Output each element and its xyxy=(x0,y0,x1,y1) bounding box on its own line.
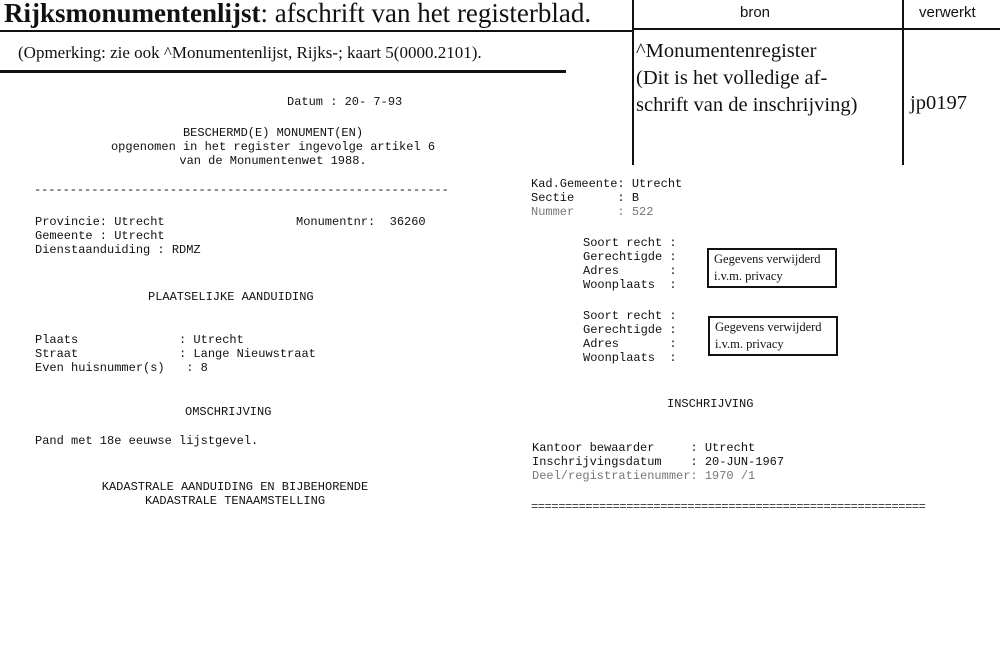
deel-row: Deel/registratienummer: 1970 /1 xyxy=(532,469,756,483)
owner-label: Woonplaats : xyxy=(583,278,677,292)
dienstaanduiding: Dienstaanduiding : RDMZ xyxy=(35,243,201,257)
kad-rows xyxy=(531,177,682,219)
owner-label: Adres : xyxy=(583,337,677,351)
plaats-row: Straat : Lange Nieuwstraat xyxy=(35,347,316,361)
intro-block xyxy=(38,126,508,168)
table-divider-middle xyxy=(902,0,904,165)
plaats-heading: PLAATSELIJKE AANDUIDING xyxy=(148,290,314,304)
owner-label: Adres : xyxy=(583,264,677,278)
title-bold: Rijksmonumentenlijst xyxy=(4,0,261,28)
intro-line: opgenomen in het register ingevolge artikel 6 xyxy=(110,140,436,154)
owner-label: Gerechtigde : xyxy=(583,323,677,337)
intro-line: van de Monumentenwet 1988. xyxy=(179,154,367,168)
dash-separator: ---------------------------------------------------------- xyxy=(34,183,449,197)
column-header-bron: bron xyxy=(740,4,771,21)
inschrijving-heading: INSCHRIJVING xyxy=(667,397,754,411)
privacy-box xyxy=(707,248,837,288)
bron-line: schrift van de inschrijving) xyxy=(636,94,858,116)
inschrijving-row: Kantoor bewaarder : Utrecht xyxy=(532,441,756,455)
bron-line: (Dit is het volledige af- xyxy=(636,67,828,89)
bron-line: ^Monumentenregister xyxy=(636,40,817,62)
owner-block-1 xyxy=(583,236,677,292)
bron-cell xyxy=(636,38,857,119)
privacy-line: i.v.m. privacy xyxy=(714,269,783,283)
monumentnr: Monumentnr: 36260 xyxy=(296,215,426,229)
inschrijving-row: Inschrijvingsdatum : 20-JUN-1967 xyxy=(532,455,785,469)
kad-row: Sectie : B xyxy=(531,191,640,205)
owner-label: Gerechtigde : xyxy=(583,250,677,264)
title-rest: : afschrift van het registerblad. xyxy=(260,0,592,28)
privacy-line: i.v.m. privacy xyxy=(715,337,784,351)
title-underline xyxy=(0,30,633,32)
provincie: Provincie: Utrecht xyxy=(35,215,165,229)
verwerkt-cell: jp0197 xyxy=(910,92,967,114)
privacy-line: Gegevens verwijderd xyxy=(715,320,822,334)
owner-label: Woonplaats : xyxy=(583,351,677,365)
omschrijving: Pand met 18e eeuwse lijstgevel. xyxy=(35,434,259,448)
gemeente: Gemeente : Utrecht xyxy=(35,229,165,243)
page-title xyxy=(4,0,591,29)
kadaster-heading-line: KADASTRALE AANDUIDING EN BIJBEHORENDE xyxy=(101,480,369,494)
owner-label: Soort recht : xyxy=(583,236,677,250)
kadaster-heading-line: KADASTRALE TENAAMSTELLING xyxy=(144,494,326,508)
kadaster-heading xyxy=(60,480,410,508)
kad-row: Kad.Gemeente: Utrecht xyxy=(531,177,683,191)
plaats-row: Plaats : Utrecht xyxy=(35,333,244,347)
inschrijving-rows xyxy=(532,441,784,483)
double-separator: ========================================================== xyxy=(531,500,926,514)
remark-underline xyxy=(0,70,566,73)
datum: Datum : 20- 7-93 xyxy=(287,95,403,109)
table-header-line xyxy=(633,28,1000,30)
privacy-line: Gegevens verwijderd xyxy=(714,252,821,266)
owner-label: Soort recht : xyxy=(583,309,677,323)
plaats-row: Even huisnummer(s) : 8 xyxy=(35,361,208,375)
privacy-box xyxy=(708,316,838,356)
intro-line: BESCHERMD(E) MONUMENT(EN) xyxy=(182,126,364,140)
table-divider-left xyxy=(632,0,634,165)
remark-text: (Opmerking: zie ook ^Monumentenlijst, Rijks-; kaart 5(0000.2101). xyxy=(18,43,482,62)
owner-block-2 xyxy=(583,309,677,365)
plaats-rows xyxy=(35,333,316,375)
omschrijving-heading: OMSCHRIJVING xyxy=(185,405,272,419)
kad-row: Nummer : 522 xyxy=(531,205,654,219)
column-header-verwerkt: verwerkt xyxy=(919,4,976,21)
